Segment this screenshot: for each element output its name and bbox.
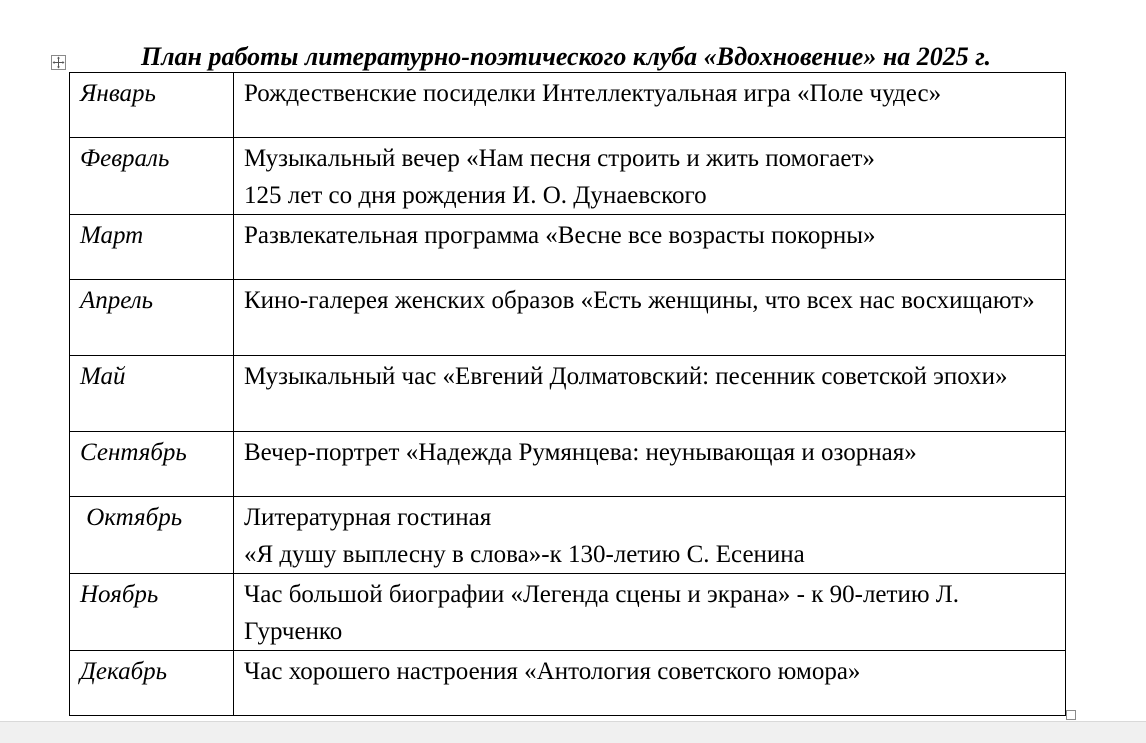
table-row [70, 280, 1066, 356]
table-row [70, 651, 1066, 716]
event-cell [234, 651, 1066, 716]
event-line: Рождественские посиделки Интеллектуальная игра «Поле чудес» [244, 80, 942, 107]
event-cell [234, 280, 1066, 356]
event-line: Час большой биографии «Легенда сцены и экрана» - к 90-летию Л. Гурченко [244, 581, 959, 645]
event-line: 125 лет со дня рождения И. О. Дунаевского [244, 182, 707, 209]
table-row [70, 497, 1066, 574]
event-line: Литературная гостиная [244, 504, 492, 531]
event-line: Развлекательная программа «Весне все возрасты покорны» [244, 222, 876, 249]
event-line: Музыкальный вечер «Нам песня строить и жить помогает» [244, 145, 875, 172]
month-cell: Март [70, 215, 234, 280]
month-cell: Декабрь [70, 651, 234, 716]
table-row [70, 138, 1066, 215]
month-cell: Февраль [70, 138, 234, 215]
event-cell [234, 497, 1066, 574]
table-row [70, 432, 1066, 497]
month-cell: Январь [70, 73, 234, 138]
table-row [70, 574, 1066, 651]
table-row [70, 215, 1066, 280]
event-line: Час хорошего настроения «Антология советского юмора» [244, 658, 861, 685]
event-cell [234, 356, 1066, 432]
event-line: Музыкальный час «Евгений Долматовский: песенник советской эпохи» [244, 363, 1008, 390]
month-cell: Май [70, 356, 234, 432]
month-cell: Ноябрь [70, 574, 234, 651]
event-cell [234, 138, 1066, 215]
event-cell [234, 73, 1066, 138]
table-resize-handle-icon[interactable] [1066, 710, 1076, 720]
event-line: «Я душу выплесну в слова»-к 130-летию С. Есенина [244, 541, 805, 568]
document-title: План работы литературно-поэтического клуба «Вдохновение» на 2025 г. [140, 42, 992, 71]
event-line: Кино-галерея женских образов «Есть женщины, что всех нас восхищают» [244, 287, 1035, 314]
table-row [70, 73, 1066, 138]
month-cell: Октябрь [70, 497, 234, 574]
month-cell: Апрель [70, 280, 234, 356]
event-cell [234, 215, 1066, 280]
status-bar [0, 721, 1146, 743]
event-line: Вечер-портрет «Надежда Румянцева: неунывающая и озорная» [244, 439, 917, 466]
event-cell [234, 574, 1066, 651]
table-row [70, 356, 1066, 432]
month-cell: Сентябрь [70, 432, 234, 497]
event-cell [234, 432, 1066, 497]
plan-table [69, 72, 1066, 716]
